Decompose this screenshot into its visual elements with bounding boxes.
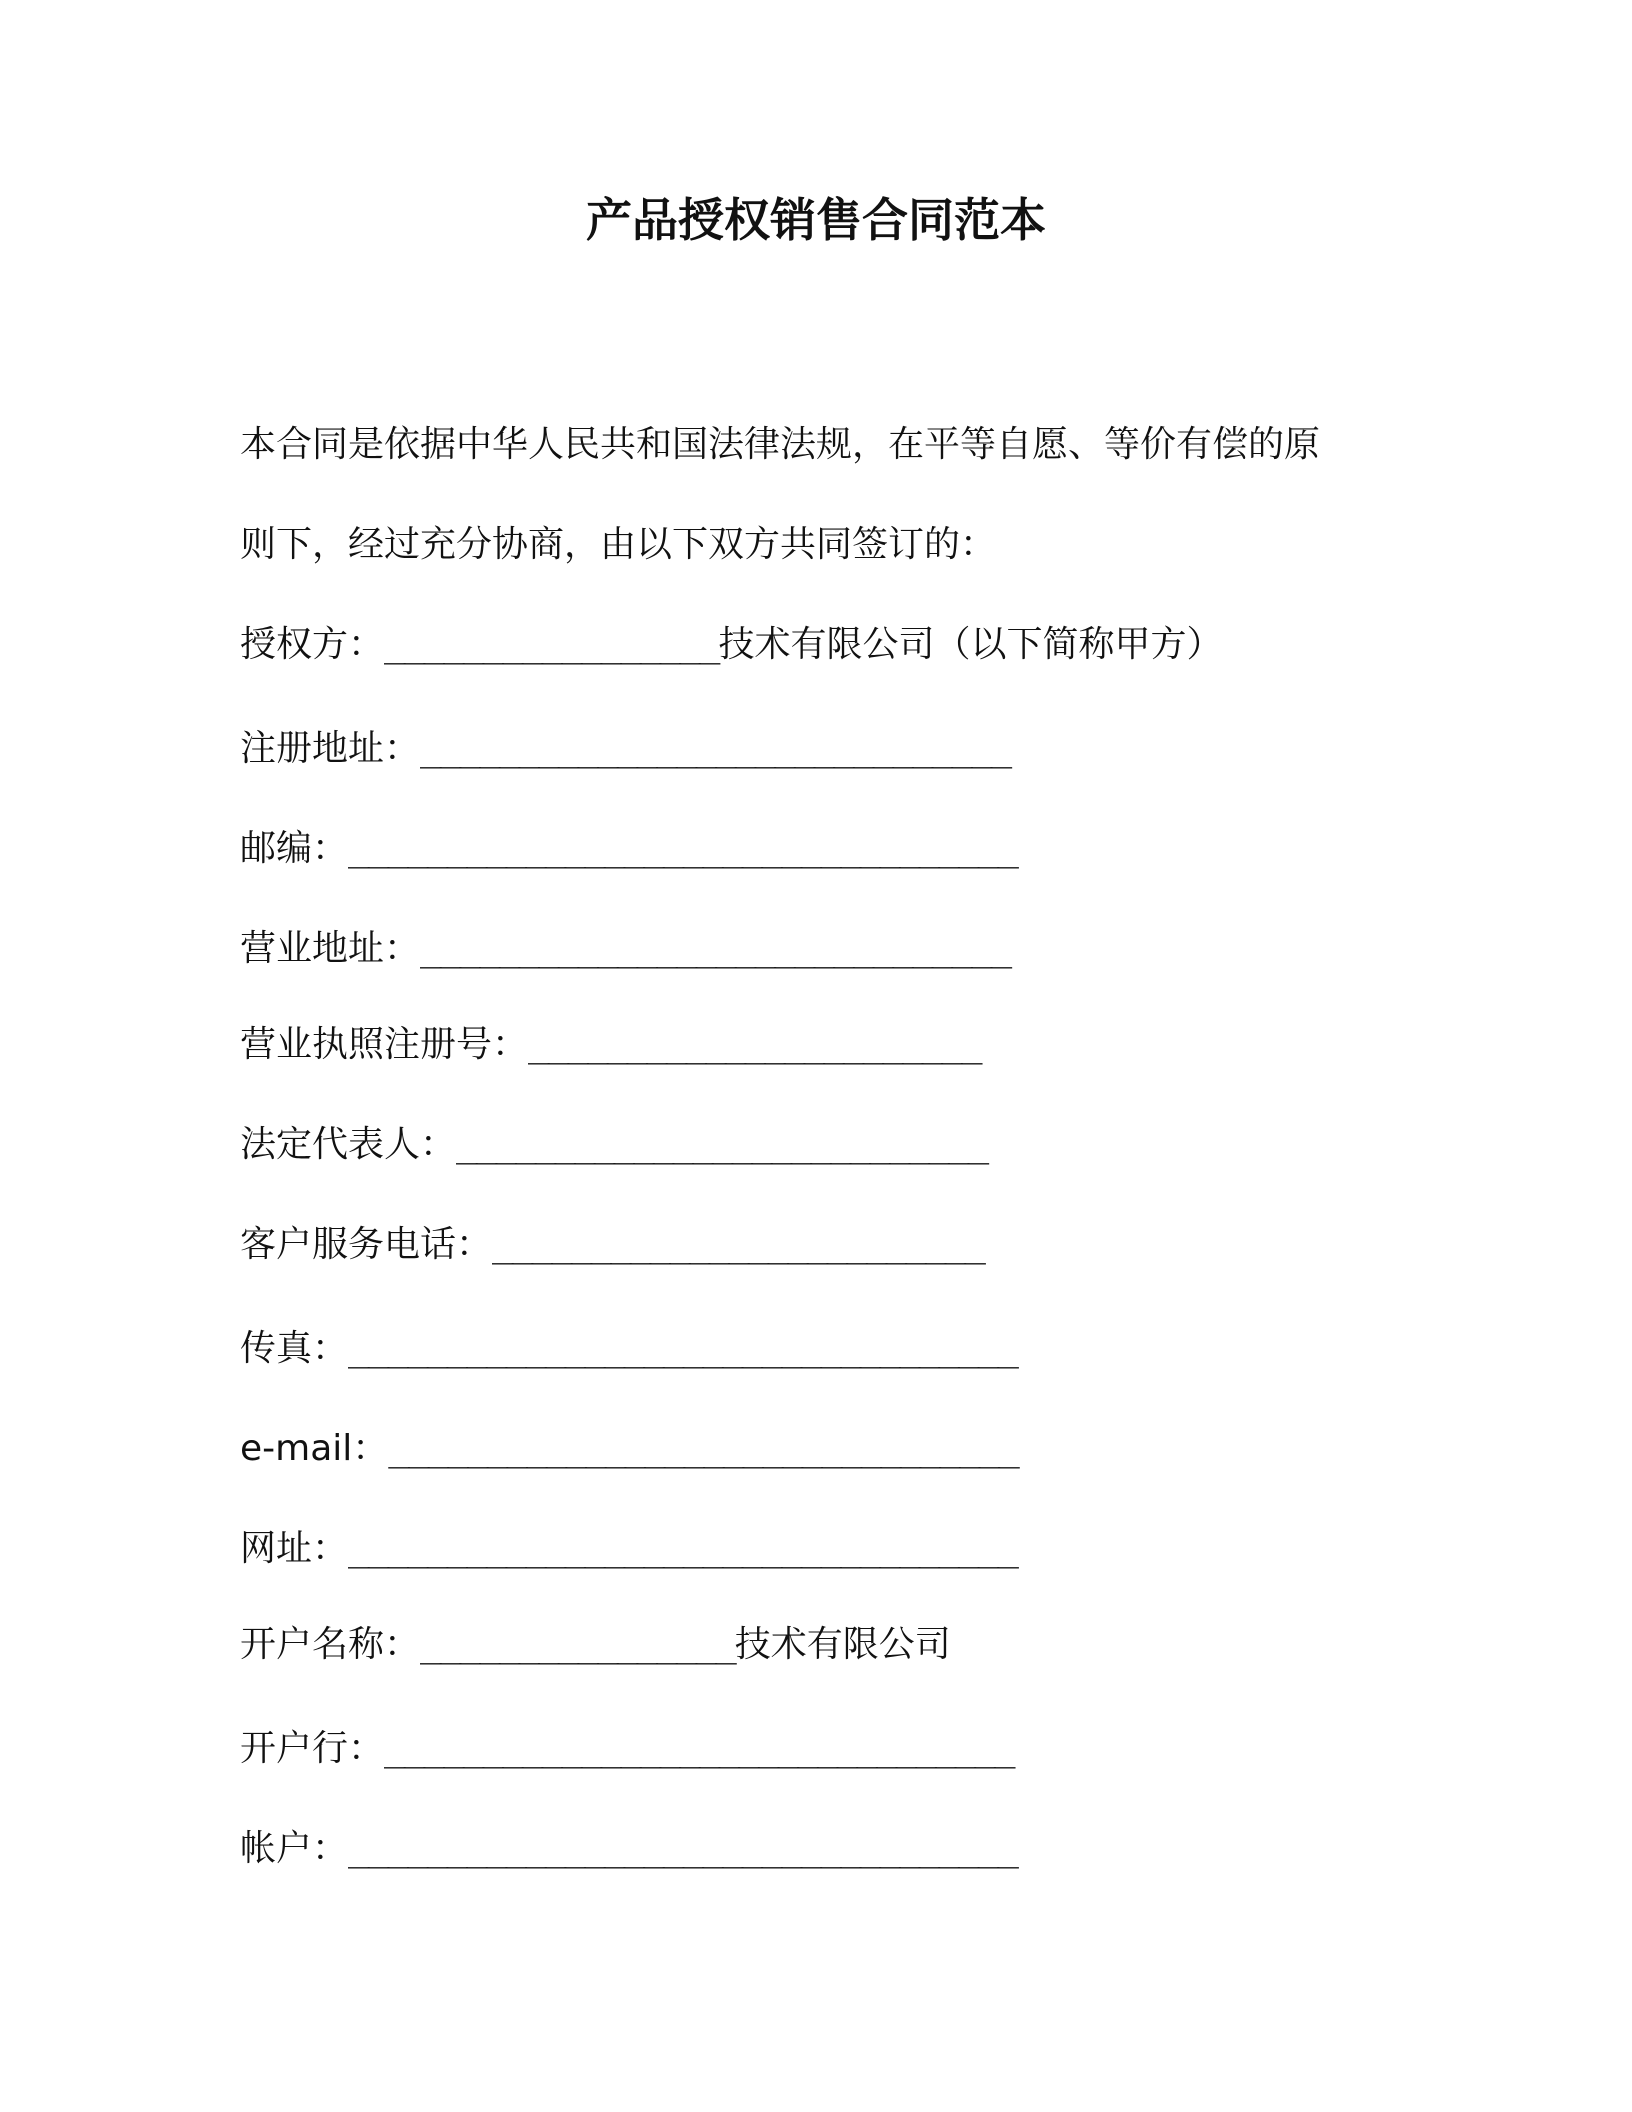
field-label: 法定代表人：	[240, 1124, 457, 1165]
intro-line-1: 本合同是依据中华人民共和国法律法规，在平等自愿、等价有偿的原	[240, 424, 1321, 465]
field-label: 邮编：	[240, 828, 349, 869]
field-website	[240, 1524, 1017, 1574]
field-blank: ______________________________	[420, 728, 1011, 769]
document-title: 产品授权销售合同范本	[586, 193, 1046, 247]
field-label: 授权方：	[240, 624, 385, 665]
field-blank: __________________________________	[348, 1828, 1017, 1869]
field-postcode	[240, 824, 1017, 874]
field-suffix: 技术有限公司	[734, 1624, 951, 1665]
field-label: 营业地址：	[240, 928, 421, 969]
field-legal-representative	[240, 1120, 987, 1170]
field-label: e-mail：	[240, 1428, 389, 1469]
field-account-number	[240, 1824, 1017, 1874]
field-label: 开户行：	[240, 1728, 385, 1769]
field-label: 帐户：	[240, 1828, 349, 1869]
field-licensor	[240, 620, 1223, 670]
field-suffix: 技术有限公司（以下简称甲方）	[718, 624, 1223, 665]
field-customer-service-phone	[240, 1220, 984, 1270]
field-blank: ______________________________	[420, 928, 1011, 969]
field-business-address	[240, 924, 1010, 974]
field-blank: ________________________________	[388, 1428, 1018, 1469]
field-blank: __________________________________	[348, 828, 1017, 869]
field-label: 网址：	[240, 1528, 349, 1569]
field-label: 营业执照注册号：	[240, 1024, 529, 1065]
field-label: 开户名称：	[240, 1624, 421, 1665]
field-blank: _________________________	[492, 1224, 984, 1265]
field-blank: _________________	[384, 624, 719, 665]
field-blank: _______________________	[528, 1024, 981, 1065]
field-label: 注册地址：	[240, 728, 421, 769]
field-bank	[240, 1724, 1014, 1774]
field-label: 传真：	[240, 1328, 349, 1369]
field-account-name	[240, 1620, 951, 1670]
intro-line-2: 则下，经过充分协商，由以下双方共同签订的：	[240, 524, 997, 565]
field-email	[240, 1424, 1018, 1474]
field-blank: ___________________________	[456, 1124, 988, 1165]
field-blank: __________________________________	[348, 1528, 1017, 1569]
field-blank: __________________________________	[348, 1328, 1017, 1369]
field-label: 客户服务电话：	[240, 1224, 493, 1265]
field-fax	[240, 1324, 1017, 1374]
field-blank: ________________________________	[384, 1728, 1014, 1769]
field-license-number	[240, 1020, 981, 1070]
field-registered-address	[240, 724, 1010, 774]
field-blank: ________________	[420, 1624, 735, 1665]
